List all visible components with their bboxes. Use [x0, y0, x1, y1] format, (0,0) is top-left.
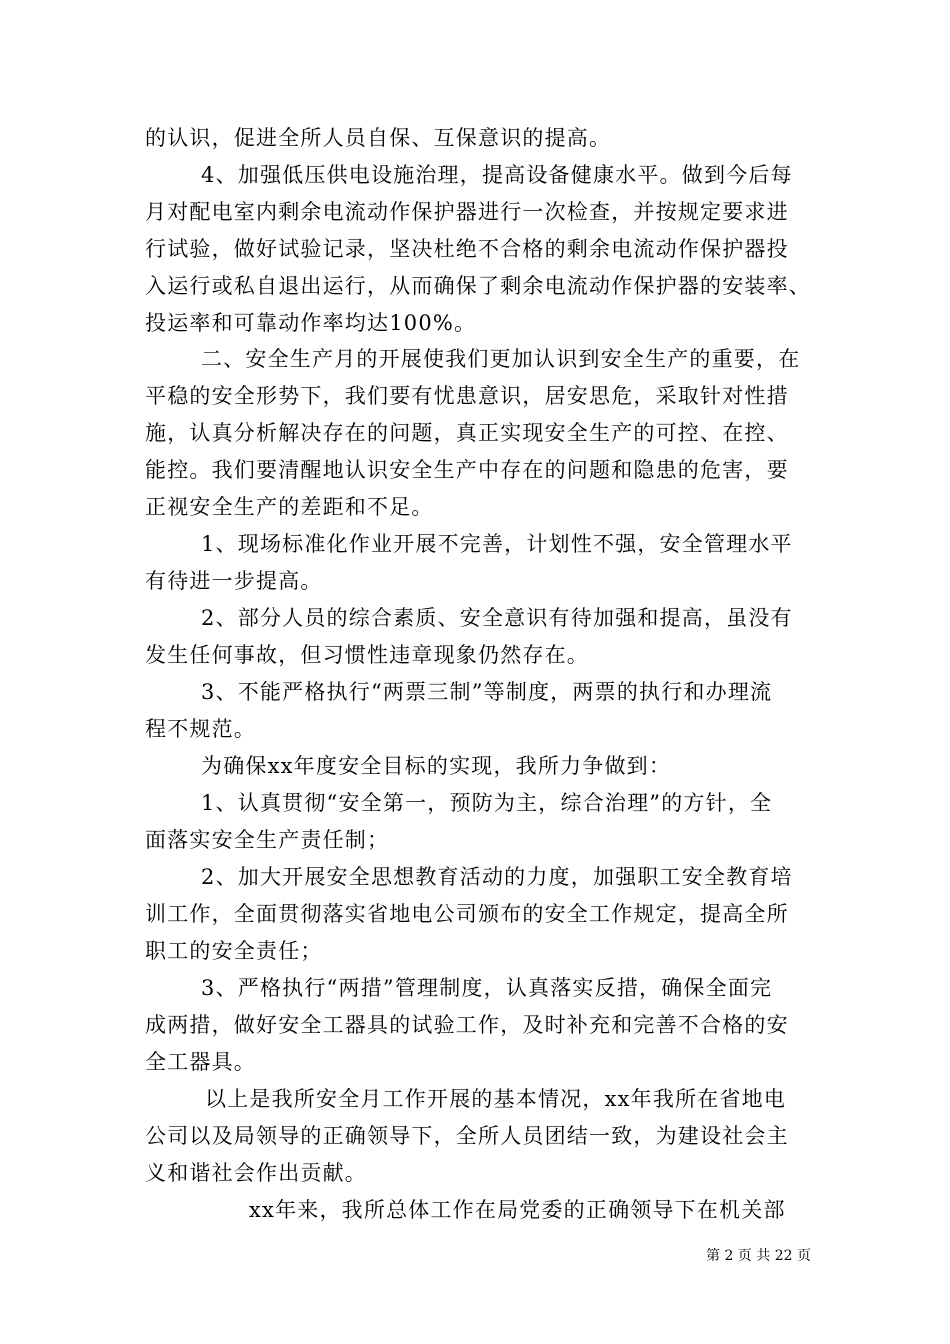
text-line: 行试验，做好试验记录，坚决杜绝不合格的剩余电流动作保护器投 [145, 237, 789, 261]
text-line: 4、加强低压供电设施治理，提高设备健康水平。做到今后每 [201, 163, 793, 187]
text-line: 全工器具。 [145, 1050, 256, 1074]
text-line: 发生任何事故，但习惯性违章现象仍然存在。 [145, 643, 589, 667]
text-line: 平稳的安全形势下，我们要有忧患意识，居安思危，采取针对性措 [145, 384, 789, 408]
text-line: 以上是我所安全月工作开展的基本情况，xx年我所在省地电 [205, 1087, 787, 1111]
text-line: 能控。我们要清醒地认识安全生产中存在的问题和隐患的危害，要 [145, 458, 789, 482]
text-line: 训工作，全面贯彻落实省地电公司颁布的安全工作规定，提高全所 [145, 902, 789, 926]
text-line: 投运率和可靠动作率均达100%。 [145, 311, 477, 335]
text-line: 为确保xx年度安全目标的实现，我所力争做到： [201, 754, 672, 778]
text-line: 职工的安全责任； [145, 939, 323, 963]
text-line: 面落实安全生产责任制； [145, 828, 390, 852]
text-line: 的认识，促进全所人员自保、互保意识的提高。 [145, 126, 612, 150]
text-line: 施，认真分析解决存在的问题，真正实现安全生产的可控、在控、 [145, 421, 789, 445]
text-line: 3、严格执行“两措”管理制度，认真落实反措，确保全面完 [201, 976, 773, 1000]
text-line: 1、现场标准化作业开展不完善，计划性不强，安全管理水平 [201, 532, 793, 556]
text-line: 二、安全生产月的开展使我们更加认识到安全生产的重要，在 [201, 347, 801, 371]
text-line: 3、不能严格执行“两票三制”等制度，两票的执行和办理流 [201, 680, 773, 704]
text-line: 2、部分人员的综合素质、安全意识有待加强和提高，虽没有 [201, 606, 793, 630]
text-line: 义和谐社会作出贡献。 [145, 1161, 367, 1185]
text-line: 1、认真贯彻“安全第一，预防为主，综合治理”的方针，全 [201, 791, 773, 815]
text-line: 月对配电室内剩余电流动作保护器进行一次检查，并按规定要求进 [145, 200, 789, 224]
text-line: 成两措，做好安全工器具的试验工作，及时补充和完善不合格的安 [145, 1013, 789, 1037]
page-number: 第 2 页 共 22 页 [706, 1248, 811, 1264]
text-line: 2、加大开展安全思想教育活动的力度，加强职工安全教育培 [201, 865, 793, 889]
text-line: 程不规范。 [145, 717, 256, 741]
text-line: 入运行或私自退出运行，从而确保了剩余电流动作保护器的安装率、 [145, 274, 811, 298]
text-line: 正视安全生产的差距和不足。 [145, 495, 434, 519]
text-line: 有待进一步提高。 [145, 569, 323, 593]
text-line: 公司以及局领导的正确领导下，全所人员团结一致，为建设社会主 [145, 1124, 789, 1148]
text-line: xx年来，我所总体工作在局党委的正确领导下在机关部 [249, 1198, 786, 1222]
